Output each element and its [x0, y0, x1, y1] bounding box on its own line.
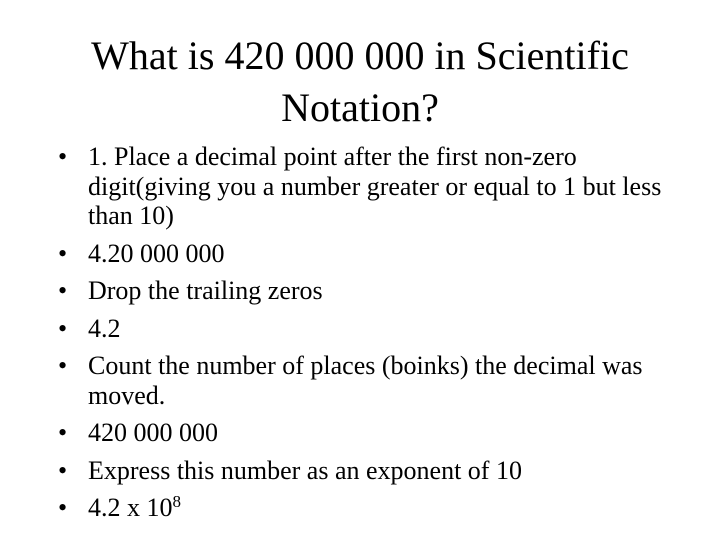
bullet-item-coefficient: • 4.2 — [54, 314, 674, 344]
bullet-list — [54, 142, 674, 531]
bullet-item-express-exponent: • Express this number as an exponent of 10 — [54, 456, 674, 486]
result-exponent: 8 — [172, 492, 181, 511]
slide-title-line-2: Notation? — [281, 85, 439, 130]
bullet-item-result — [54, 493, 674, 523]
slide-title — [30, 30, 690, 134]
bullet-item-count-places: • Count the number of places (boinks) the decimal was moved. — [54, 351, 674, 410]
slide-title-line-1: What is 420 000 000 in Scientific — [91, 33, 629, 78]
bullet-item-drop-zeros: • Drop the trailing zeros — [54, 276, 674, 306]
bullet-item-step-1: • 1. Place a decimal point after the first non-zero digit(giving you a number greater or equal to 1 but less than 10) — [54, 142, 674, 231]
bullet-item-original-number: • 420 000 000 — [54, 418, 674, 448]
result-base: 4.2 x 10 — [88, 493, 173, 522]
bullet-item-decimal-placed: • 4.20 000 000 — [54, 239, 674, 269]
